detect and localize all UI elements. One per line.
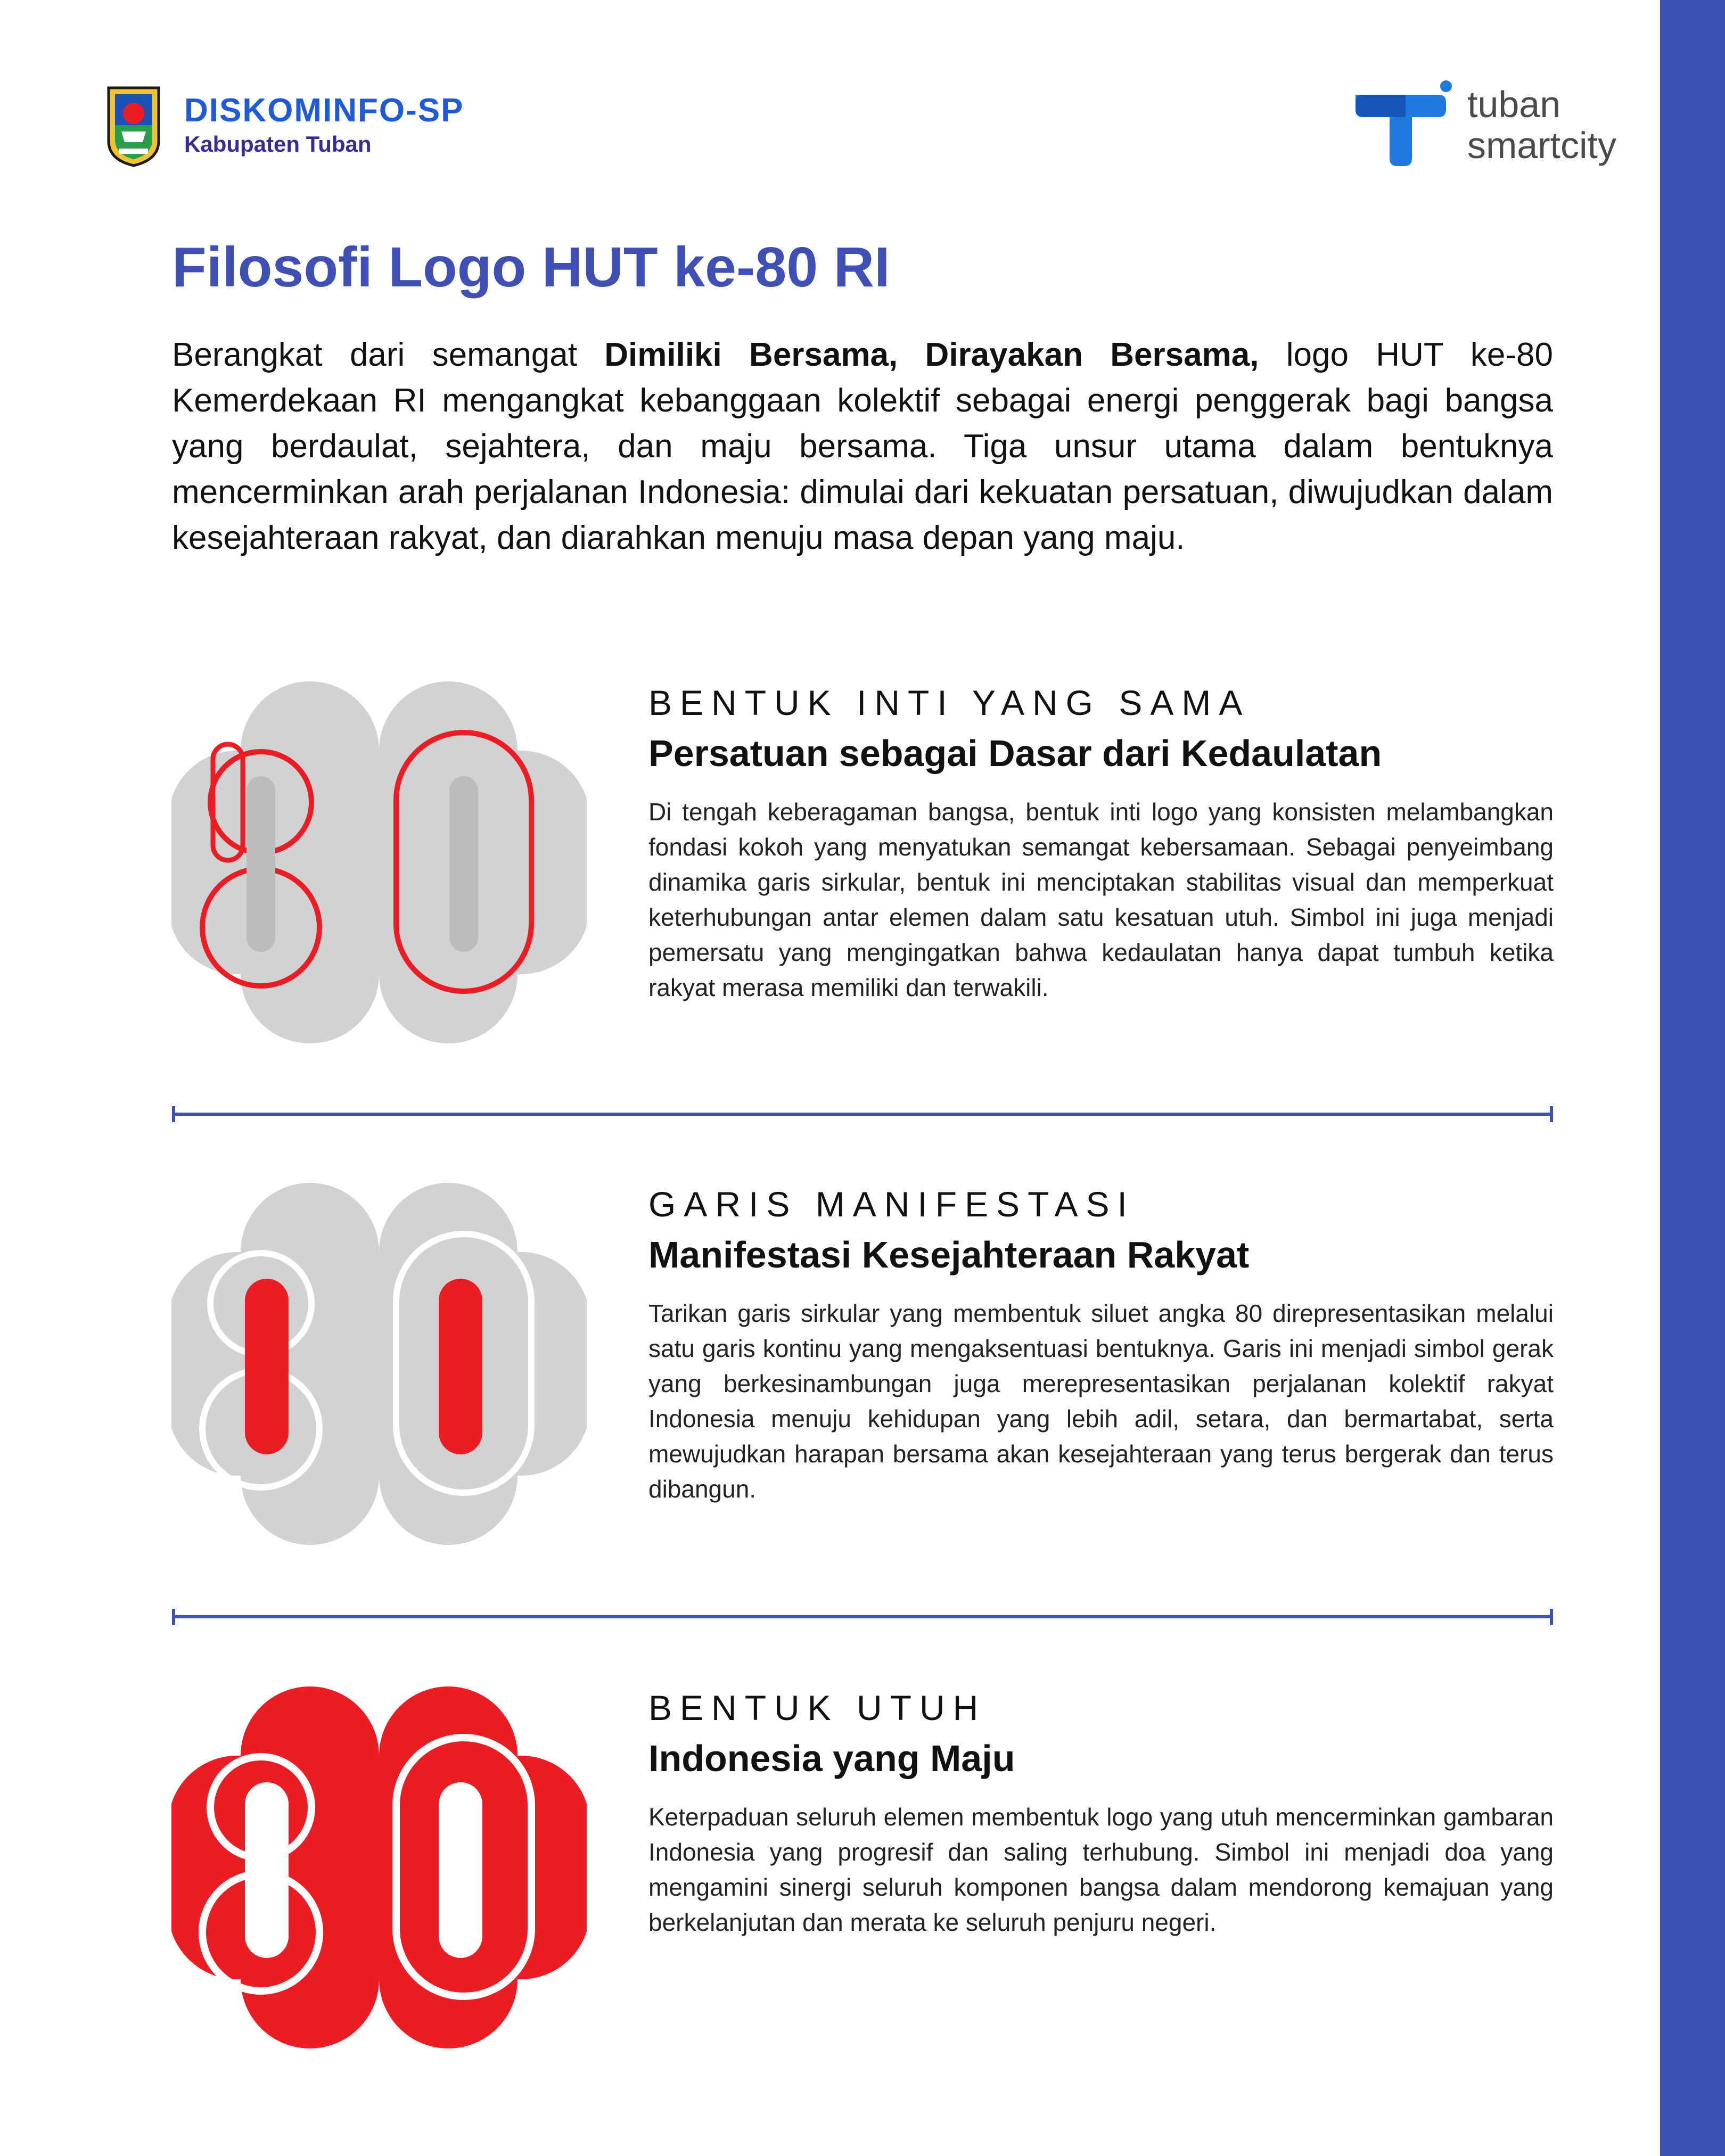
- org-subtitle: Kabupaten Tuban: [184, 131, 372, 157]
- section-3-heading: Indonesia yang Maju: [648, 1738, 1015, 1779]
- section-1-text: [648, 681, 1554, 1005]
- intro-text-after: logo HUT ke-80 Kemerdekaan RI mengangkat kebanggaan kolektif sebagai energi penggerak bagi bangsa yang berdaulat, sejahtera, dan maju bersama. Tiga unsur utama dalam bentuknya mencerminkan arah perjalanan Indonesia: dimulai dari kekuatan persatuan, diwujudkan dalam kesejahteraan rakyat, dan diarahkan menuju masa depan yang maju.: [172, 336, 1553, 556]
- section-bentuk-utuh: [0, 1686, 1660, 2070]
- tuban-smartcity-logo[interactable]: [1352, 80, 1616, 170]
- logo-80-core-shape-figure: [171, 681, 587, 1043]
- logo-80-manifestation-line-figure: [171, 1183, 587, 1545]
- smartcity-line-2: smartcity: [1467, 125, 1616, 166]
- section-2-body: Tarikan garis sirkular yang membentuk siluet angka 80 direpresentasikan melalui satu garis kontinu yang mengaksentuasi bentuknya. Garis ini menjadi simbol gerak yang berkesinambungan juga merepresentasikan perjalanan kolektif rakyat Indonesia menuju kehidupan yang lebih adil, setara, dan bermartabat, serta mewujudkan harapan bersama akan kesejahteraan yang terus bergerak dan terus dibangun.: [648, 1299, 1554, 1503]
- intro-text-before: Berangkat dari semangat: [172, 336, 605, 373]
- section-garis-manifestasi: [0, 1183, 1660, 1566]
- intro-paragraph: [172, 332, 1553, 561]
- section-3-eyebrow: BENTUK UTUH: [648, 1688, 987, 1727]
- diskominfo-logo[interactable]: [104, 80, 464, 170]
- intro-bold-phrase: Dimiliki Bersama, Dirayakan Bersama,: [604, 336, 1259, 373]
- section-1-body: Di tengah keberagaman bangsa, bentuk inti logo yang konsisten melambangkan fondasi kokoh yang menyatukan semangat kebersamaan. Sebagai penyeimbang dinamika garis sirkular, bentuk ini menciptakan stabilitas visual dan memperkuat keterhubungan antar elemen dalam satu kesatuan utuh. Simbol ini juga menjadi pemersatu yang mengingatkan bahwa kedaulatan hanya dapat tumbuh ketika rakyat merasa memiliki dan terwakili.: [648, 798, 1554, 1001]
- tuban-crest-icon: [104, 83, 163, 168]
- section-3-body: Keterpaduan seluruh elemen membentuk logo yang utuh mencerminkan gambaran Indonesia yang progresif dan saling terhubung. Simbol ini menjadi doa yang mengamini sinergi seluruh komponen bangsa dalam mendorong kemajuan yang berkelanjutan dan merata ke seluruh penjuru negeri.: [648, 1803, 1554, 1936]
- org-name: DISKOMINFO-SP: [184, 92, 464, 129]
- smartcity-line-1: tuban: [1467, 84, 1561, 125]
- section-3-text: [648, 1686, 1554, 1940]
- section-bentuk-inti: [0, 681, 1660, 1065]
- smartcity-t-icon: [1352, 80, 1453, 170]
- section-1-heading: Persatuan sebagai Dasar dari Kedaulatan: [648, 733, 1382, 774]
- section-divider-2: [172, 1615, 1553, 1618]
- section-2-heading: Manifestasi Kesejahteraan Rakyat: [648, 1234, 1250, 1276]
- page-title: Filosofi Logo HUT ke-80 RI: [172, 236, 890, 299]
- section-1-eyebrow: BENTUK INTI YANG SAMA: [648, 683, 1251, 722]
- section-2-eyebrow: GARIS MANIFESTASI: [648, 1184, 1135, 1224]
- side-accent-bar: [1660, 0, 1725, 2156]
- section-divider-1: [172, 1113, 1553, 1116]
- logo-80-full-shape-figure: [171, 1686, 587, 2048]
- section-2-text: [648, 1183, 1554, 1507]
